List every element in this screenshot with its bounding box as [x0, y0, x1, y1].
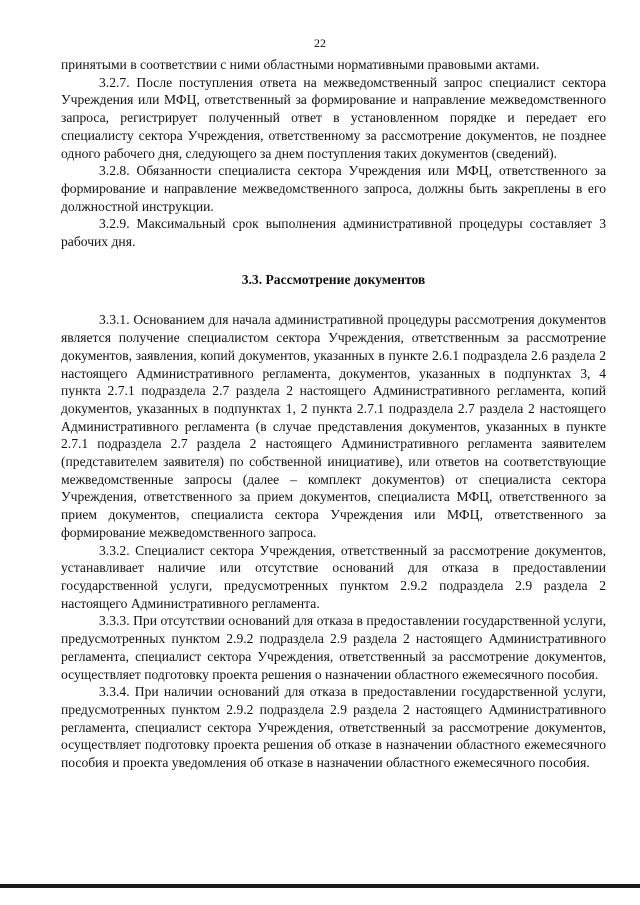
paragraph-3-2-9: 3.2.9. Максимальный срок выполнения административной процедуры составляет 3 рабочих дня.: [61, 216, 606, 250]
paragraph-continuation: принятыми в соответствии с ними областными нормативными правовыми актами.: [61, 57, 540, 72]
paragraph-3-3-1: 3.3.1. Основанием для начала административной процедуры рассмотрения документов является получение специалистом сектора Учреждения, ответственным за рассмотрение документов, заявления, копий документов, указанных в пункте 2.6.1 подраздела 2.6 раздела 2 настоящего Административного регламента, документов, указанных в подпунктах 3, 4 пункта 2.7.1 подраздела 2.7 раздела 2 настоящего Административного регламента, копий документов, указанных в подпунктах 1, 2 пункта 2.7.1 подраздела 2.7 раздела 2 настоящего Административного регламента (в случае представления документов, указанных в пункте 2.7.1 подраздела 2.7 раздела 2 настоящего Административного регламента заявителем (представителем заявителя) по собственной инициативе), или ответов на соответствующие межведомственные запросы (далее – комплект документов) от специалиста сектора Учреждения, ответственного за прием документов, специалиста МФЦ, ответственного за прием документов, специалиста сектора Учреждения или МФЦ, ответственного за формирование межведомственного запроса.: [61, 312, 606, 540]
page-bottom-rule: [0, 884, 640, 888]
page-number: 22: [314, 36, 326, 50]
paragraph-3-3-3: 3.3.3. При отсутствии оснований для отказа в предоставлении государственной услуги, предусмотренных пунктом 2.9.2 подраздела 2.9 раздела 2 настоящего Административного регламента, специалист сектора Учреждения, ответственный за рассмотрение документов, осуществляет подготовку проекта решения о назначении областного ежемесячного пособия.: [61, 613, 606, 682]
paragraph-3-2-8: 3.2.8. Обязанности специалиста сектора Учреждения или МФЦ, ответственного за формирование и направление межведомственного запроса, должны быть закреплены в его должностной инструкции.: [61, 163, 606, 214]
section-heading: 3.3. Рассмотрение документов: [241, 271, 426, 287]
paragraph-3-3-2: 3.3.2. Специалист сектора Учреждения, ответственный за рассмотрение документов, устанавливает наличие или отсутствие оснований для отказа в предоставлении государственной услуги, предусмотренных пунктом 2.9.2 подраздела 2.9 раздела 2 настоящего Административного регламента.: [61, 542, 606, 611]
document-body: [61, 56, 606, 772]
paragraph-3-2-7: 3.2.7. После поступления ответа на межведомственный запрос специалист сектора Учреждения или МФЦ, ответственный за формирование и направление межведомственного запроса, регистрирует полученный ответ в установленном порядке и передает его специалисту сектора Учреждения, ответственному за рассмотрение документов, не позднее одного рабочего дня, следующего за днем поступления таких документов (сведений).: [61, 74, 606, 161]
paragraph-3-3-4: 3.3.4. При наличии оснований для отказа в предоставлении государственной услуги, предусмотренных пунктом 2.9.2 подраздела 2.9 раздела 2 настоящего Административного регламента, специалист сектора Учреждения, ответственный за рассмотрение документов, осуществляет подготовку проекта решения об отказе в назначении областного ежемесячного пособия и проекта уведомления об отказе в назначении областного ежемесячного пособия.: [61, 684, 606, 771]
